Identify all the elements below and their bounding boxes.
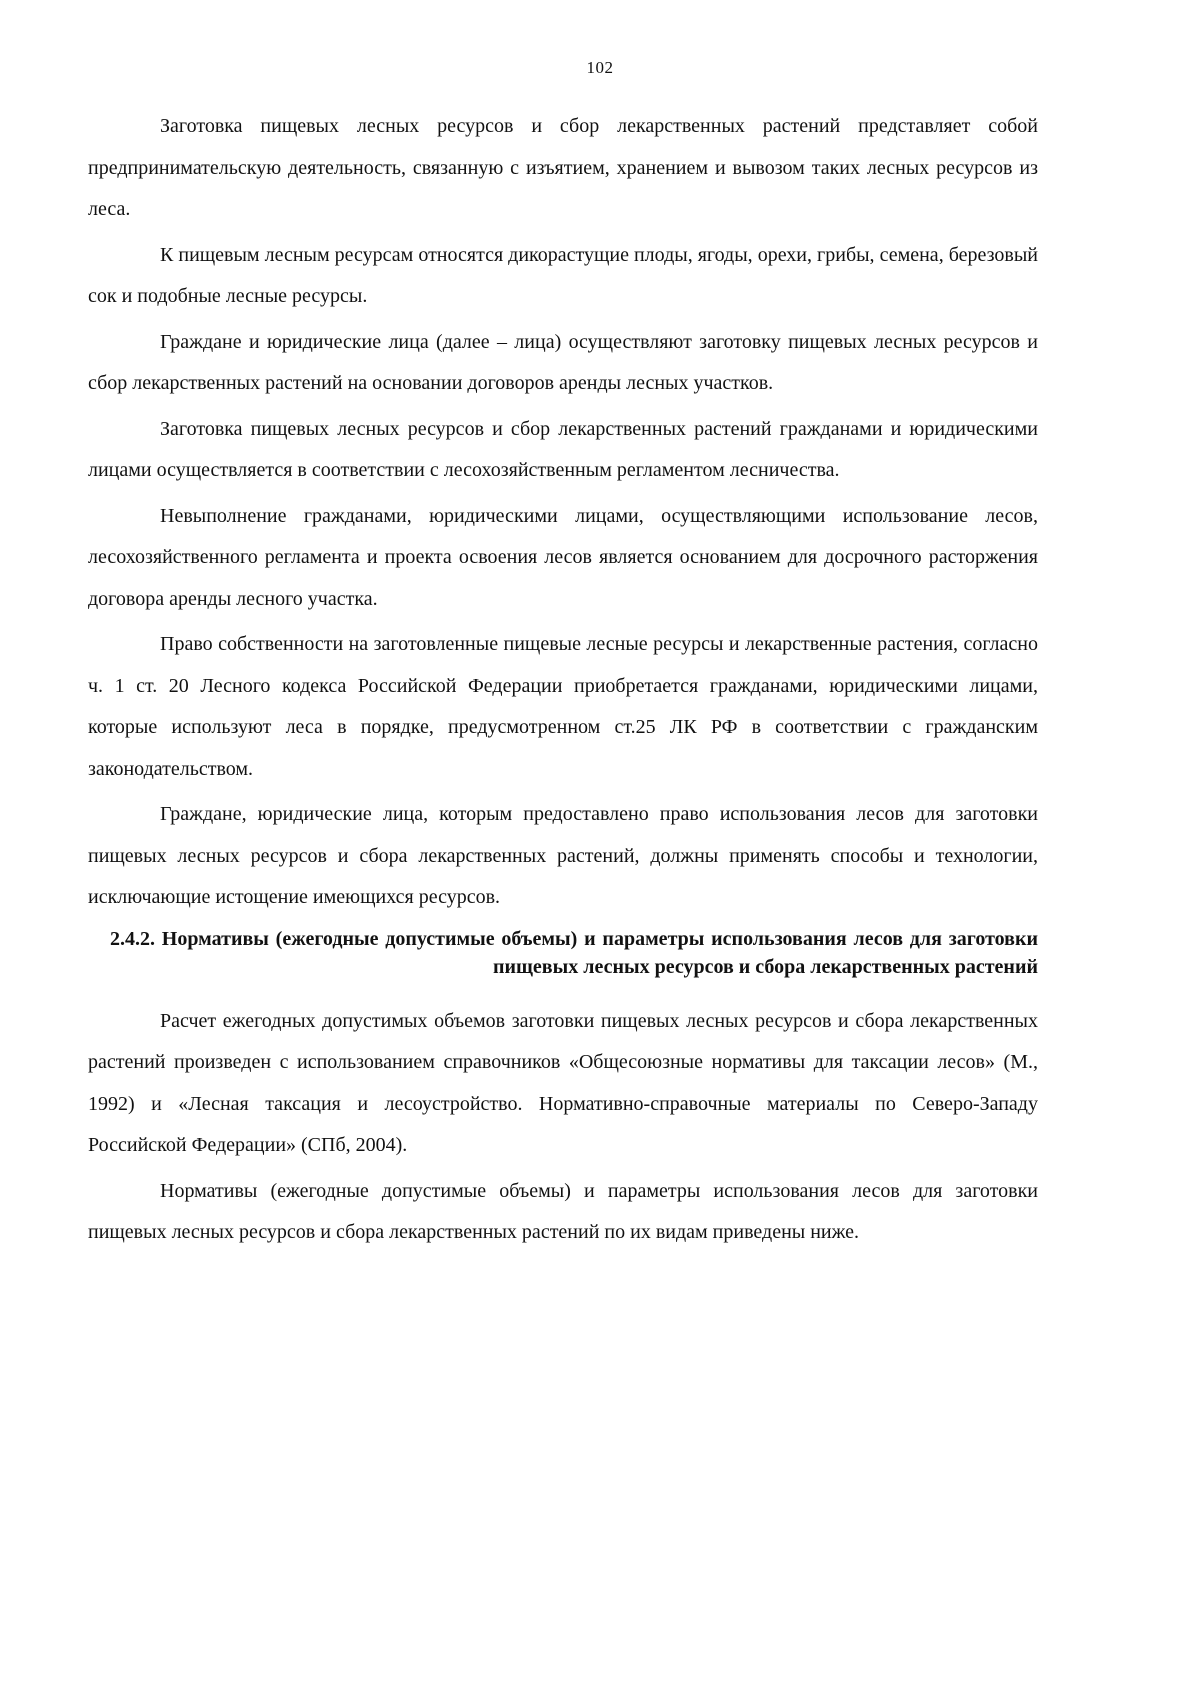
page-content: [88, 106, 1038, 1258]
paragraph-harvesting-definition: Заготовка пищевых лесных ресурсов и сбор лекарственных растений представляет собой предпринимательскую деятельность, связанную с изъятием, хранением и вывозом таких лесных ресурсов из леса.: [88, 115, 1038, 220]
page-number: 102: [586, 58, 614, 77]
paragraph-lease-basis: Граждане и юридические лица (далее – лица) осуществляют заготовку пищевых лесных ресурсов и сбор лекарственных растений на основании договоров аренды лесных участков.: [88, 330, 1038, 394]
paragraph-forestry-regulation: Заготовка пищевых лесных ресурсов и сбор лекарственных растений гражданами и юридическими лицами осуществляется в соответствии с лесохозяйственным регламентом лесничества.: [88, 417, 1038, 481]
paragraph-food-resources-list: К пищевым лесным ресурсам относятся дикорастущие плоды, ягоды, орехи, грибы, семена, березовый сок и подобные лесные ресурсы.: [88, 243, 1038, 307]
paragraph-ownership-right: Право собственности на заготовленные пищевые лесные ресурсы и лекарственные растения, согласно ч. 1 ст. 20 Лесного кодекса Российской Федерации приобретается гражданами, юридическими лицами, которые используют леса в порядке, предусмотренном ст.25 ЛК РФ в соответствии с гражданским законодательством.: [88, 633, 1038, 780]
section-heading: 2.4.2. Нормативы (ежегодные допустимые объемы) и параметры использования лесов для заготовки пищевых лесных ресурсов и сбора лекарственных растений: [110, 927, 1038, 978]
paragraph-resource-depletion: Граждане, юридические лица, которым предоставлено право использования лесов для заготовки пищевых лесных ресурсов и сбора лекарственных растений, должны применять способы и технологии, исключающие истощение имеющихся ресурсов.: [88, 803, 1038, 908]
paragraph-norms-below: Нормативы (ежегодные допустимые объемы) и параметры использования лесов для заготовки пищевых лесных ресурсов и сбора лекарственных растений по их видам приведены ниже.: [88, 1179, 1038, 1243]
paragraph-contract-termination: Невыполнение гражданами, юридическими лицами, осуществляющими использование лесов, лесохозяйственного регламента и проекта освоения лесов является основанием для досрочного расторжения договора аренды лесного участка.: [88, 504, 1038, 610]
paragraph-calculation-sources: Расчет ежегодных допустимых объемов заготовки пищевых лесных ресурсов и сбора лекарственных растений произведен с использованием справочников «Общесоюзные нормативы для таксации лесов» (М., 1992) и «Лесная таксация и лесоустройство. Нормативно-справочные материалы по Северо-Западу Российской Федерации» (СПб, 2004).: [88, 1009, 1038, 1156]
